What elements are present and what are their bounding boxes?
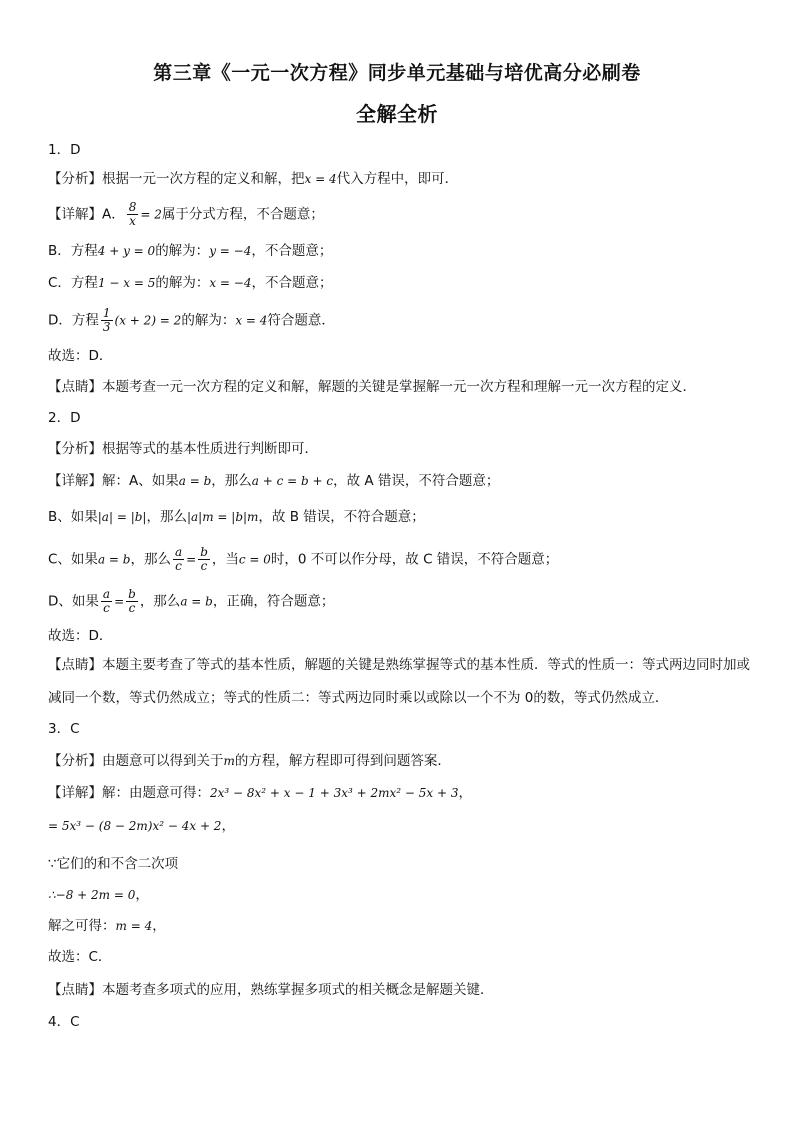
q3-step2: = 5x³ − (8 − 2m)x² − 4x + 2，	[48, 818, 235, 834]
q1-option-b: B．方程4 + y = 0的解为：y = −4，不合题意；	[48, 243, 333, 259]
q2-answer: 2．D	[48, 410, 81, 426]
q1-detail-a: 【详解】A． $\frac{8}{x}$ = 2属于分式方程，不合题意；	[48, 200, 324, 228]
q2-option-d: D、如果 $\frac{a}{c}$ = $\frac{b}{c}$ ，那么a = b，正确，符合题意；	[48, 587, 335, 615]
q3-choose: 故选：C．	[48, 949, 112, 965]
document-subtitle: 全解全析	[356, 102, 438, 126]
q1-answer: 1．D	[48, 142, 81, 158]
q3-because: ∵它们的和不含二次项	[48, 856, 179, 872]
q1-comment: 【点睛】本题考查一元一次方程的定义和解，解题的关键是掌握解一元一次方程和理解一元一次方程的定义．	[48, 379, 696, 395]
q2-option-c: C、如果a = b，那么 $\frac{a}{c}$ = $\frac{b}{c}$ ，当c = 0时，0 不可以作分母，故 C 错误，不符合题意；	[48, 545, 559, 573]
fraction: $\frac{1}{3}$	[102, 306, 111, 334]
q3-detail: 【详解】解：由题意可得：2x³ − 8x² + x − 1 + 3x³ + 2mx² − 5x + 3，	[48, 785, 472, 801]
q2-analysis: 【分析】根据等式的基本性质进行判断即可．	[48, 441, 318, 457]
q1-option-c: C．方程1 − x = 5的解为：x = −4，不合题意；	[48, 275, 333, 291]
q2-option-b: B、如果|a| = |b|，那么|a|m = |b|m，故 B 错误，不符合题意；	[48, 509, 425, 525]
fraction: $\frac{b}{c}$	[200, 545, 208, 573]
q2-comment: 【点睛】本题主要考查了等式的基本性质，解题的关键是熟练掌握等式的基本性质．等式的性质一：等式两边同时加或减同一个数，等式仍然成立；等式的性质二：等式两边同时乘以或除以一个不为 0的数，等式仍然成立．	[48, 657, 750, 706]
q1-analysis: 【分析】根据一元一次方程的定义和解，把x = 4代入方程中，即可．	[48, 171, 459, 187]
q3-answer: 3．C	[48, 721, 80, 737]
q1-option-d: D．方程 $\frac{1}{3}$ (x + 2) = 2的解为：x = 4符合题意．	[48, 306, 335, 334]
q3-solve: 解之可得：m = 4，	[48, 918, 166, 934]
q2-choose: 故选：D．	[48, 628, 113, 644]
q1-choose: 故选：D．	[48, 348, 113, 364]
q3-comment: 【点睛】本题考查多项式的应用，熟练掌握多项式的相关概念是解题关键．	[48, 982, 494, 998]
document-title: 第三章《一元一次方程》同步单元基础与培优高分必刷卷	[153, 62, 641, 84]
fraction: $\frac{a}{c}$	[174, 545, 183, 573]
fraction: $\frac{a}{c}$	[102, 587, 111, 615]
q4-answer: 4．C	[48, 1014, 80, 1030]
q3-therefore: ∴−8 + 2m = 0，	[48, 887, 149, 903]
fraction: $\frac{8}{x}$	[128, 200, 137, 228]
q3-analysis: 【分析】由题意可以得到关于m的方程，解方程即可得到问题答案．	[48, 753, 451, 769]
fraction: $\frac{b}{c}$	[128, 587, 136, 615]
q2-option-a: 【详解】解：A、如果a = b，那么a + c = b + c，故 A 错误，不符合题意；	[48, 473, 500, 489]
